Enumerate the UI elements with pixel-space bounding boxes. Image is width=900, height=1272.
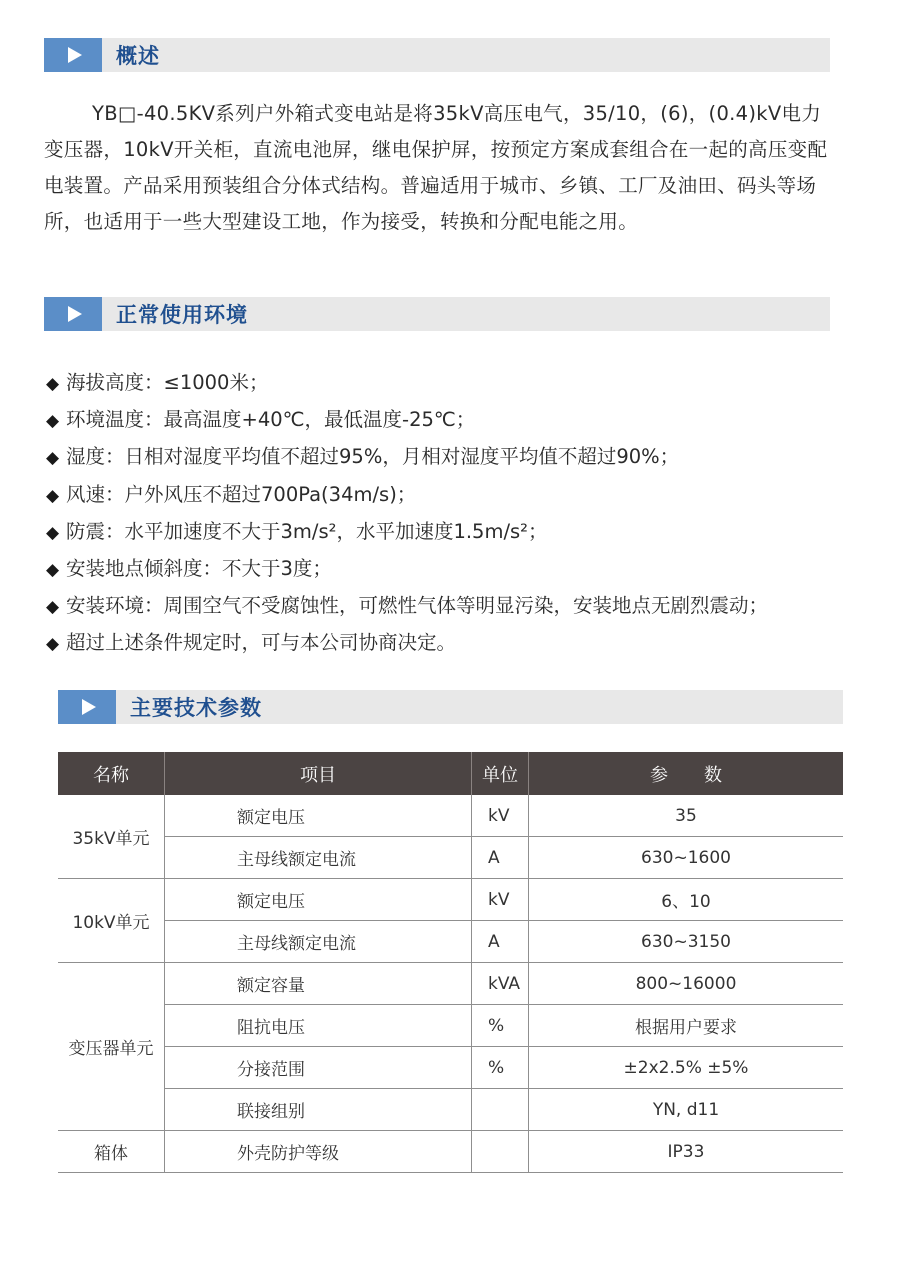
section-title-environment: 正常使用环境 [116, 303, 248, 327]
diamond-bullet-icon: ◆ [46, 559, 60, 580]
table-row [58, 963, 843, 1005]
table-row [58, 837, 843, 879]
diamond-bullet-icon: ◆ [46, 597, 60, 618]
diamond-bullet-icon: ◆ [46, 411, 60, 432]
row-value: YN, d11 [529, 1089, 844, 1131]
row-item: 联接组别 [165, 1089, 472, 1131]
section-marker [44, 38, 102, 72]
table-row [58, 1131, 843, 1173]
row-unit [472, 1131, 529, 1173]
header-item: 项目 [165, 752, 472, 795]
row-item: 分接范围 [165, 1047, 472, 1089]
row-unit [472, 1089, 529, 1131]
environment-list [46, 364, 768, 662]
table-row [58, 795, 843, 837]
row-value: 800~16000 [529, 963, 844, 1005]
environment-item: ◆ 安装地点倾斜度：不大于3度； [46, 550, 768, 587]
environment-item: ◆ 环境温度：最高温度+40℃，最低温度-25℃； [46, 401, 768, 438]
header-unit: 单位 [472, 752, 529, 795]
row-unit: A [472, 837, 529, 879]
environment-item: ◆ 风速：户外风压不超过700Pa(34m/s)； [46, 476, 768, 513]
table-row [58, 1005, 843, 1047]
section-environment-bar [44, 297, 830, 331]
header-name: 名称 [58, 752, 165, 795]
diamond-bullet-icon: ◆ [46, 485, 60, 506]
section-marker [58, 690, 116, 724]
section-title-overview: 概述 [116, 44, 160, 68]
environment-item: ◆ 防震：水平加速度不大于3m/s²，水平加速度1.5m/s²； [46, 513, 768, 550]
table-row [58, 1047, 843, 1089]
diamond-bullet-icon: ◆ [46, 374, 60, 394]
header-value: 参 数 [529, 752, 844, 795]
group-name: 10kV单元 [58, 879, 165, 963]
row-value: 35 [529, 795, 844, 837]
row-value: ±2x2.5% ±5% [529, 1047, 844, 1089]
diamond-bullet-icon: ◆ [46, 448, 60, 469]
diamond-bullet-icon: ◆ [46, 522, 60, 543]
table-row [58, 1089, 843, 1131]
play-triangle-icon [68, 47, 82, 63]
technical-params-table [58, 752, 843, 1173]
environment-item: ◆ 海拔高度：≤1000米； [46, 364, 768, 401]
section-title-params: 主要技术参数 [130, 696, 262, 720]
row-item: 额定容量 [165, 963, 472, 1005]
table-row [58, 921, 843, 963]
row-value: 6、10 [529, 879, 844, 921]
diamond-bullet-icon: ◆ [46, 634, 60, 655]
row-value: IP33 [529, 1131, 844, 1173]
environment-item: ◆ 湿度：日相对湿度平均值不超过95%，月相对湿度平均值不超过90%； [46, 438, 768, 475]
row-value: 630~1600 [529, 837, 844, 879]
row-unit: kV [472, 795, 529, 837]
environment-item: ◆ 超过上述条件规定时，可与本公司协商决定。 [46, 624, 768, 661]
row-item: 主母线额定电流 [165, 921, 472, 963]
table-header-row [58, 752, 843, 795]
group-name: 变压器单元 [58, 963, 165, 1131]
row-value: 630~3150 [529, 921, 844, 963]
table-row [58, 879, 843, 921]
row-unit: A [472, 921, 529, 963]
overview-paragraph: YB□-40.5KV系列户外箱式变电站是将35kV高压电气，35/10，(6)，(0.4)kV电力变压器，10kV开关柜，直流电池屏，继电保护屏，按预定方案成套组合在一起的高压变配电装置。产品采用预装组合分体式结构。普遍适用于城市、乡镇、工厂及油田、码头等场所，也适用于一些大型建设工地，作为接受，转换和分配电能之用。 [44, 102, 828, 233]
environment-item: ◆ 安装环境：周围空气不受腐蚀性，可燃性气体等明显污染，安装地点无剧烈震动； [46, 587, 768, 624]
row-item: 主母线额定电流 [165, 837, 472, 879]
row-unit: % [472, 1005, 529, 1047]
play-triangle-icon [82, 699, 96, 715]
row-value: 根据用户要求 [529, 1005, 844, 1047]
row-unit: % [472, 1047, 529, 1089]
section-params-bar [58, 690, 843, 724]
group-name: 箱体 [58, 1131, 165, 1173]
group-name: 35kV单元 [58, 795, 165, 879]
row-item: 额定电压 [165, 795, 472, 837]
row-item: 额定电压 [165, 879, 472, 921]
row-unit: kVA [472, 963, 529, 1005]
play-triangle-icon [68, 306, 82, 322]
section-overview-bar [44, 38, 830, 72]
row-item: 阻抗电压 [165, 1005, 472, 1047]
row-unit: kV [472, 879, 529, 921]
section-marker [44, 297, 102, 331]
row-item: 外壳防护等级 [165, 1131, 472, 1173]
